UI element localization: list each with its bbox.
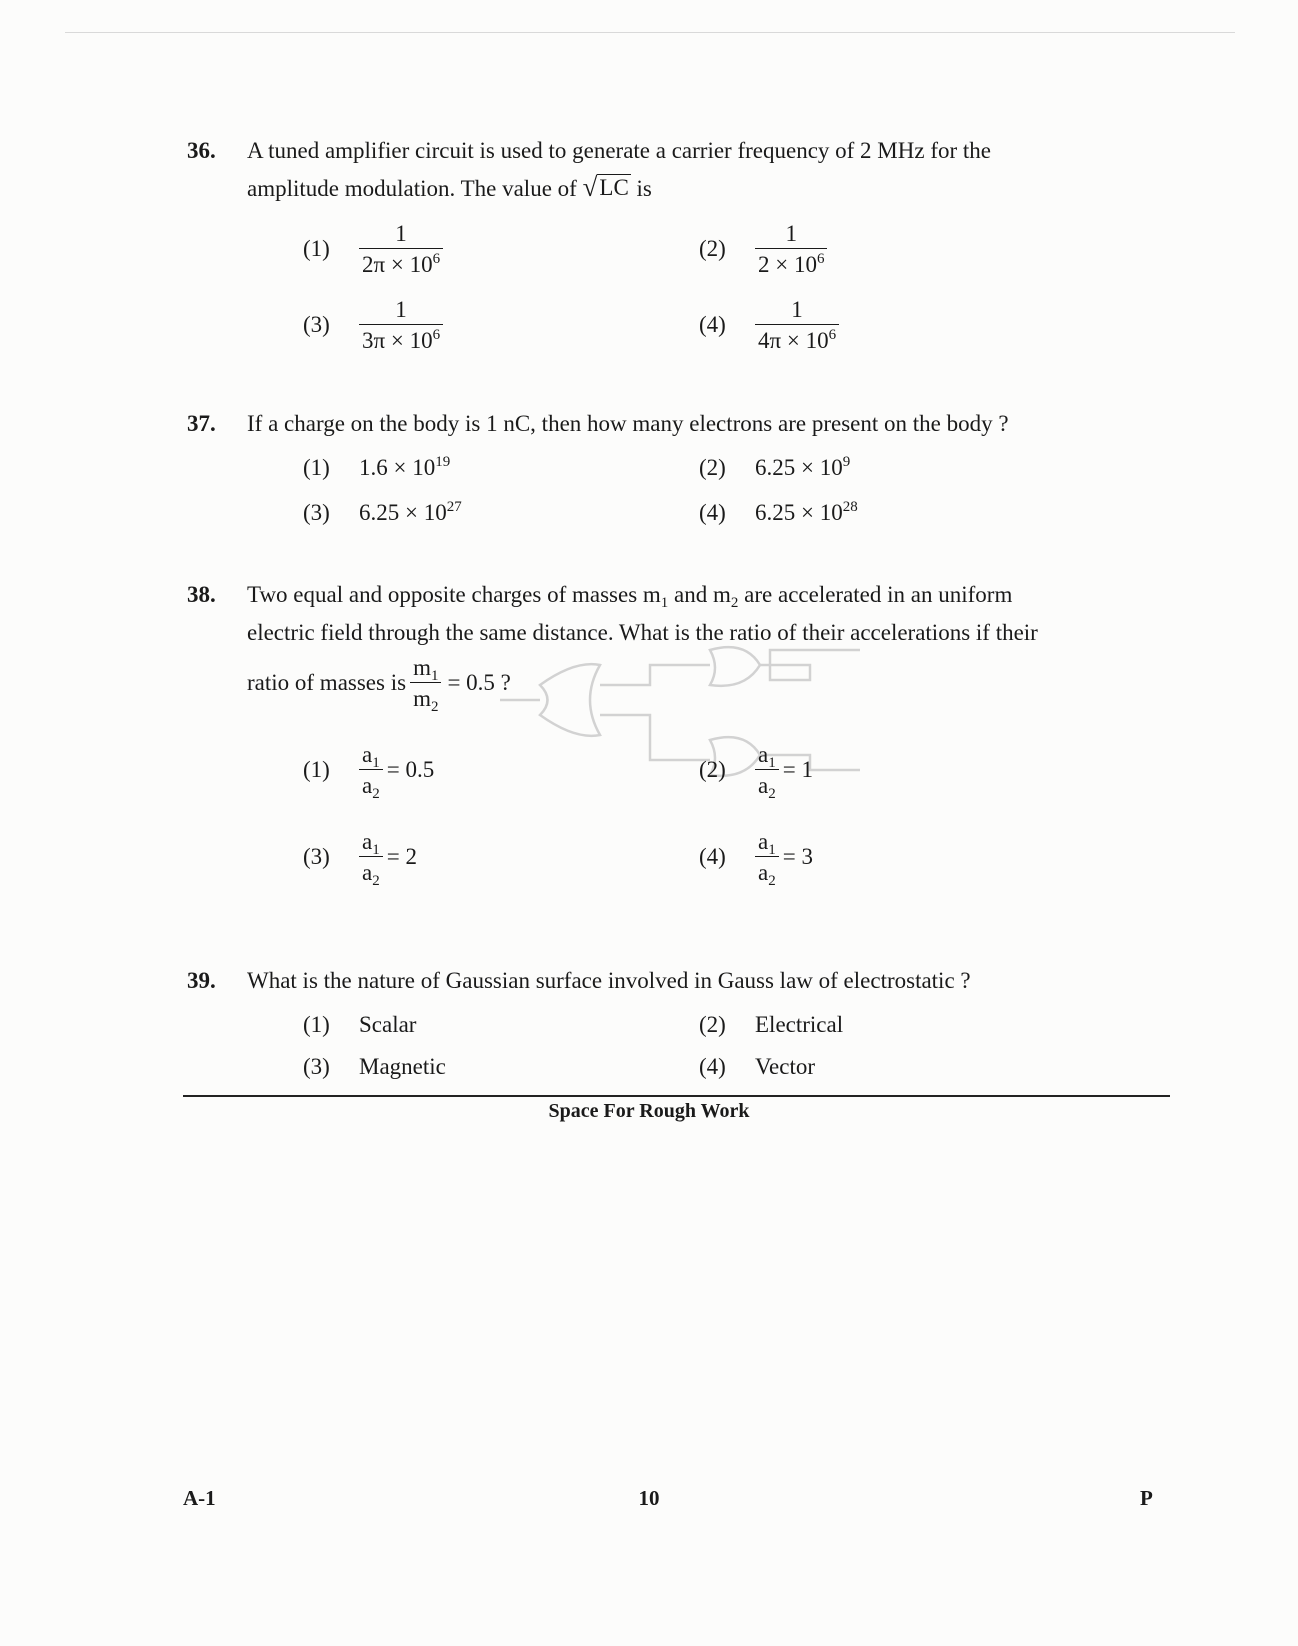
option-number: (4) xyxy=(699,312,726,337)
denominator-subscript: 2 xyxy=(430,699,439,715)
line-1-part-a: Two equal and opposite charges of masses m xyxy=(247,582,661,607)
option-number: (2) xyxy=(699,1012,726,1037)
question-39-option-1[interactable] xyxy=(303,1012,416,1038)
value-base: 6.25 × 10 xyxy=(755,455,843,480)
option-number: (2) xyxy=(699,757,726,782)
value-exponent: 19 xyxy=(435,454,451,470)
mass-subscript-2: 2 xyxy=(730,595,739,611)
denominator-exponent: 6 xyxy=(828,327,837,343)
question-38-option-2[interactable] xyxy=(699,742,813,802)
rough-work-divider xyxy=(183,1095,1170,1097)
question-38-ratio-line xyxy=(247,655,511,715)
option-number: (2) xyxy=(699,236,726,261)
numerator-subscript: 1 xyxy=(768,842,776,858)
question-36-option-2[interactable] xyxy=(699,222,827,276)
question-36-line-2-suffix: is xyxy=(636,176,652,201)
option-number: (1) xyxy=(303,455,330,480)
fraction-numerator xyxy=(756,743,778,769)
question-38-option-1[interactable] xyxy=(303,742,435,802)
question-38-line-2: electric field through the same distance. What is the ratio of their accelerations if their xyxy=(247,620,1038,645)
question-38-option-3[interactable] xyxy=(303,829,417,889)
denominator-base: 4π × 10 xyxy=(758,328,829,353)
fraction-numerator xyxy=(411,656,440,682)
question-36-line-2-prefix: amplitude modulation. The value of xyxy=(247,176,577,201)
denominator-subscript: 2 xyxy=(768,786,776,802)
option-label: Electrical xyxy=(755,1012,844,1037)
option-number: (3) xyxy=(303,312,330,337)
fraction-numerator xyxy=(360,830,382,856)
option-value xyxy=(755,455,850,481)
fraction-denominator xyxy=(359,324,443,352)
value-base: 6.25 × 10 xyxy=(755,500,843,525)
denominator-base: 2 × 10 xyxy=(758,252,817,277)
question-38-option-4[interactable] xyxy=(699,829,813,889)
numerator-symbol: a xyxy=(362,829,373,854)
ghost-gate-1 xyxy=(540,664,600,736)
fraction-denominator xyxy=(755,248,827,276)
question-39-text: What is the nature of Gaussian surface involved in Gauss law of electrostatic ? xyxy=(247,968,971,993)
mass-ratio-fraction xyxy=(410,655,441,715)
option-value: = 1 xyxy=(782,757,813,782)
option-value xyxy=(359,455,450,481)
option-number: (3) xyxy=(303,500,330,525)
numerator-subscript: 1 xyxy=(430,668,439,684)
question-39-number: 39. xyxy=(187,968,216,993)
rough-work-heading: Space For Rough Work xyxy=(548,1100,750,1122)
sqrt-radicand: LC xyxy=(599,174,629,200)
line-1-part-b: and m xyxy=(668,582,731,607)
question-36-number: 36. xyxy=(187,138,216,163)
question-36-option-3[interactable] xyxy=(303,298,443,352)
sqrt-symbol: √ LC xyxy=(582,172,629,202)
denominator-symbol: a xyxy=(758,860,769,885)
denominator-symbol: m xyxy=(413,686,431,711)
line-1-part-c: are accelerated in an uniform xyxy=(738,582,1013,607)
question-38-line-1 xyxy=(247,576,1177,614)
fraction-numerator: 1 xyxy=(785,221,797,246)
acceleration-ratio-fraction xyxy=(359,829,383,889)
option-value: = 3 xyxy=(782,844,813,869)
denominator-exponent: 6 xyxy=(816,251,825,267)
question-37-text: If a charge on the body is 1 nC, then how many electrons are present on the body ? xyxy=(247,411,1009,436)
denominator-subscript: 2 xyxy=(372,873,380,889)
numerator-symbol: a xyxy=(758,829,769,854)
ratio-suffix: = 0.5 ? xyxy=(447,670,511,695)
value-base: 6.25 × 10 xyxy=(359,500,447,525)
option-value xyxy=(755,500,858,526)
denominator-base: 2π × 10 xyxy=(362,252,433,277)
question-37-option-4[interactable] xyxy=(699,500,858,526)
question-37-option-2[interactable] xyxy=(699,455,850,481)
option-label: Scalar xyxy=(359,1012,417,1037)
ghost-wire-2 xyxy=(600,715,710,760)
denominator-subscript: 2 xyxy=(768,873,776,889)
question-39-option-2[interactable] xyxy=(699,1012,843,1038)
numerator-subscript: 1 xyxy=(768,755,776,771)
denominator-exponent: 6 xyxy=(432,327,441,343)
option-number: (3) xyxy=(303,1054,330,1079)
question-37-option-1[interactable] xyxy=(303,455,450,481)
fraction-denominator xyxy=(755,856,779,889)
fraction-denominator xyxy=(410,682,441,715)
question-36-option-4[interactable] xyxy=(699,298,839,352)
question-39-option-3[interactable] xyxy=(303,1054,446,1080)
question-38-number: 38. xyxy=(187,582,216,607)
numerator-subscript: 1 xyxy=(372,842,380,858)
fraction-denominator xyxy=(755,769,779,802)
option-label: Magnetic xyxy=(359,1054,446,1079)
acceleration-ratio-fraction xyxy=(755,742,779,802)
denominator-symbol: a xyxy=(758,773,769,798)
question-36-option-1[interactable] xyxy=(303,222,443,276)
question-39-option-4[interactable] xyxy=(699,1054,815,1080)
fraction-denominator xyxy=(359,248,443,276)
option-number: (4) xyxy=(699,1054,726,1079)
fraction-denominator xyxy=(755,324,839,352)
question-37-number: 37. xyxy=(187,411,216,436)
fraction xyxy=(755,222,827,276)
option-number: (1) xyxy=(303,236,330,261)
numerator-subscript: 1 xyxy=(372,755,380,771)
denominator-base: 3π × 10 xyxy=(362,328,433,353)
numerator-symbol: m xyxy=(413,655,431,680)
fraction-denominator xyxy=(359,769,383,802)
ghost-gate-2 xyxy=(710,647,760,686)
fraction-numerator: 1 xyxy=(791,297,803,322)
numerator-symbol: a xyxy=(362,742,373,767)
option-number: (3) xyxy=(303,844,330,869)
fraction xyxy=(755,298,839,352)
value-exponent: 27 xyxy=(446,499,462,515)
value-exponent: 9 xyxy=(842,454,851,470)
top-divider xyxy=(65,32,1235,33)
ghost-wire-3 xyxy=(760,650,860,680)
value-exponent: 28 xyxy=(842,499,858,515)
option-value: = 2 xyxy=(386,844,417,869)
fraction-denominator xyxy=(359,856,383,889)
fraction xyxy=(359,298,443,352)
option-number: (2) xyxy=(699,455,726,480)
fraction-numerator: 1 xyxy=(395,221,407,246)
numerator-symbol: a xyxy=(758,742,769,767)
option-number: (4) xyxy=(699,500,726,525)
footer-booklet-code: A-1 xyxy=(183,1486,216,1510)
value-base: 1.6 × 10 xyxy=(359,455,436,480)
denominator-symbol: a xyxy=(362,860,373,885)
ghost-wire-1 xyxy=(600,665,710,685)
option-label: Vector xyxy=(755,1054,816,1079)
option-number: (1) xyxy=(303,757,330,782)
ratio-prefix: ratio of masses is xyxy=(247,670,407,695)
footer-series-code: P xyxy=(1140,1486,1153,1510)
denominator-symbol: a xyxy=(362,773,373,798)
option-value: = 0.5 xyxy=(386,757,435,782)
denominator-exponent: 6 xyxy=(432,251,441,267)
fraction xyxy=(359,222,443,276)
question-36-line-1: A tuned amplifier circuit is used to generate a carrier frequency of 2 MHz for the xyxy=(247,138,991,163)
option-number: (4) xyxy=(699,844,726,869)
option-number: (1) xyxy=(303,1012,330,1037)
fraction-numerator xyxy=(360,743,382,769)
question-36-line-2 xyxy=(247,170,652,208)
fraction-numerator xyxy=(756,830,778,856)
acceleration-ratio-fraction xyxy=(359,742,383,802)
denominator-subscript: 2 xyxy=(372,786,380,802)
option-value xyxy=(359,500,462,526)
footer-page-number: 10 xyxy=(638,1486,660,1510)
acceleration-ratio-fraction xyxy=(755,829,779,889)
mass-subscript-1: 1 xyxy=(660,595,669,611)
fraction-numerator: 1 xyxy=(395,297,407,322)
question-37-option-3[interactable] xyxy=(303,500,462,526)
